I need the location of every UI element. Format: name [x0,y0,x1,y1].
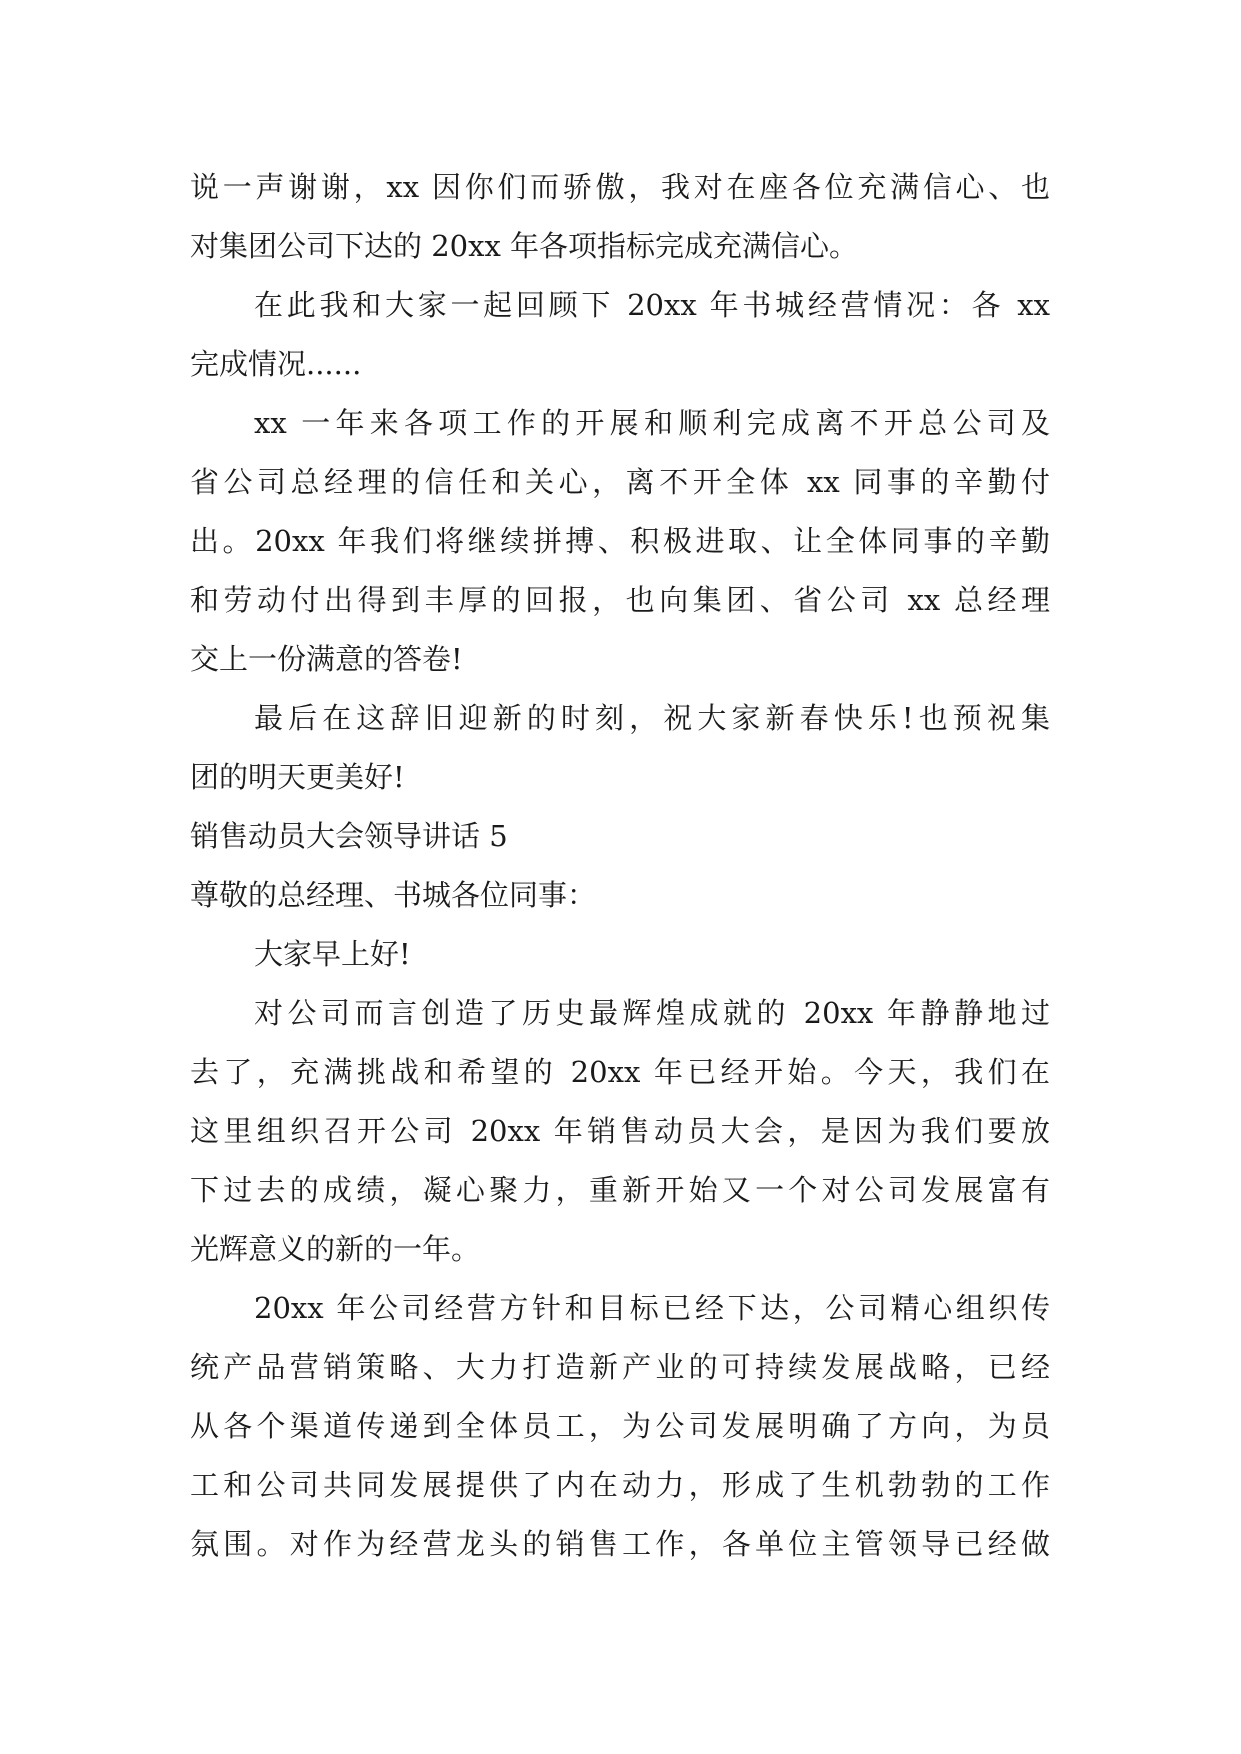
paragraph-line: 去了，充满挑战和希望的 20xx 年已经开始。今天，我们在 [190,1055,1050,1089]
paragraph-line: 对集团公司下达的 20xx 年各项指标完成充满信心。 [190,229,859,263]
paragraph-line: 最后在这辞旧迎新的时刻，祝大家新春快乐!也预祝集 [254,701,1050,735]
paragraph-line: 说一声谢谢，xx 因你们而骄傲，我对在座各位充满信心、也 [190,170,1050,204]
paragraph-line: 和劳动付出得到丰厚的回报，也向集团、省公司 xx 总经理 [190,583,1050,617]
greeting-line: 大家早上好! [254,937,411,971]
paragraph-line: 对公司而言创造了历史最辉煌成就的 20xx 年静静地过 [254,996,1050,1030]
paragraph-line: 省公司总经理的信任和关心，离不开全体 xx 同事的辛勤付 [190,465,1050,499]
section-heading: 销售动员大会领导讲话 5 [190,819,508,853]
paragraph-line: 在此我和大家一起回顾下 20xx 年书城经营情况：各 xx [254,288,1050,322]
paragraph-line: 工和公司共同发展提供了内在动力，形成了生机勃勃的工作 [190,1468,1050,1502]
salutation-line: 尊敬的总经理、书城各位同事： [190,878,597,912]
paragraph-line: 下过去的成绩，凝心聚力，重新开始又一个对公司发展富有 [190,1173,1050,1207]
paragraph-line: 团的明天更美好! [190,760,405,794]
paragraph-line: 这里组织召开公司 20xx 年销售动员大会，是因为我们要放 [190,1114,1050,1148]
paragraph-line: 完成情况...... [190,347,362,381]
paragraph-line: xx 一年来各项工作的开展和顺利完成离不开总公司及 [254,406,1050,440]
document-body [190,158,1050,1574]
paragraph-line: 出。20xx 年我们将继续拼搏、积极进取、让全体同事的辛勤 [190,524,1050,558]
paragraph-line: 统产品营销策略、大力打造新产业的可持续发展战略，已经 [190,1350,1050,1384]
paragraph-line: 交上一份满意的答卷! [190,642,463,676]
paragraph-line: 20xx 年公司经营方针和目标已经下达，公司精心组织传 [254,1291,1050,1325]
paragraph-line: 氛围。对作为经营龙头的销售工作，各单位主管领导已经做 [190,1527,1050,1561]
paragraph-line: 光辉意义的新的一年。 [190,1232,481,1266]
paragraph-line: 从各个渠道传递到全体员工，为公司发展明确了方向，为员 [190,1409,1050,1443]
